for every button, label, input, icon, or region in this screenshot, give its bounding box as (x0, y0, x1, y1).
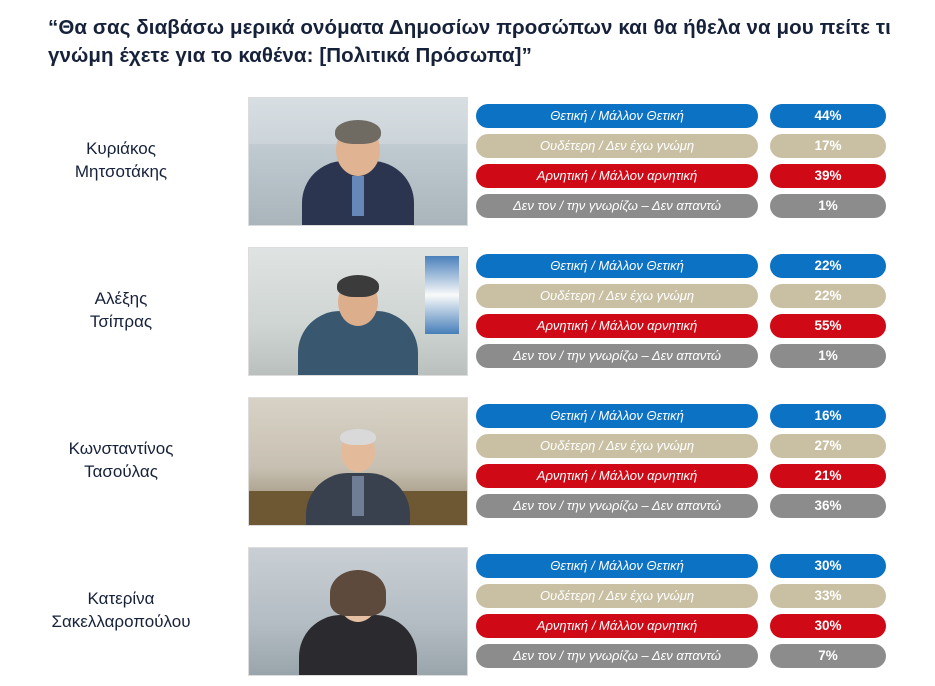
bar-value-dont-know: 1% (770, 344, 886, 368)
photo-alexis-tsipras (248, 247, 468, 376)
photo-konstantinos-tasoulas (248, 397, 468, 526)
bars-group (476, 554, 935, 668)
table-row (0, 386, 935, 536)
bar-label-negative: Αρνητική / Μάλλον αρνητική (476, 314, 758, 338)
photo-hair (337, 275, 379, 297)
bar-label-positive: Θετική / Μάλλον Θετική (476, 104, 758, 128)
person-photo-cell (248, 97, 476, 226)
bar-line (476, 404, 886, 428)
table-row (0, 86, 935, 236)
bars-group (476, 104, 935, 218)
person-name (0, 138, 248, 184)
bar-value-dont-know: 36% (770, 494, 886, 518)
bar-label-neutral: Ουδέτερη / Δεν έχω γνώμη (476, 284, 758, 308)
bar-label-positive: Θετική / Μάλλον Θετική (476, 254, 758, 278)
bar-label-dont-know: Δεν τον / την γνωρίζω – Δεν απαντώ (476, 494, 758, 518)
photo-jacket (299, 615, 417, 676)
bars-group (476, 254, 935, 368)
bar-value-neutral: 27% (770, 434, 886, 458)
bar-value-negative: 30% (770, 614, 886, 638)
bar-line (476, 434, 886, 458)
bar-line (476, 584, 886, 608)
bar-line (476, 554, 886, 578)
bar-line (476, 344, 886, 368)
bar-line (476, 134, 886, 158)
bar-line (476, 494, 886, 518)
bar-label-negative: Αρνητική / Μάλλον αρνητική (476, 464, 758, 488)
bar-label-dont-know: Δεν τον / την γνωρίζω – Δεν απαντώ (476, 344, 758, 368)
bar-value-negative: 21% (770, 464, 886, 488)
bar-value-positive: 30% (770, 554, 886, 578)
photo-tie (352, 176, 364, 216)
person-name-line1: Κυριάκος (86, 139, 156, 159)
bar-label-negative: Αρνητική / Μάλλον αρνητική (476, 614, 758, 638)
bars-group (476, 404, 935, 518)
person-photo-cell (248, 397, 476, 526)
photo-katerina-sakellaropoulou (248, 547, 468, 676)
bar-value-dont-know: 1% (770, 194, 886, 218)
photo-kyriakos-mitsotakis (248, 97, 468, 226)
bar-value-neutral: 22% (770, 284, 886, 308)
bar-line (476, 164, 886, 188)
bar-line (476, 194, 886, 218)
table-row (0, 536, 935, 686)
bar-label-positive: Θετική / Μάλλον Θετική (476, 554, 758, 578)
bar-value-positive: 16% (770, 404, 886, 428)
bar-label-neutral: Ουδέτερη / Δεν έχω γνώμη (476, 134, 758, 158)
bar-value-negative: 39% (770, 164, 886, 188)
bar-label-dont-know: Δεν τον / την γνωρίζω – Δεν απαντώ (476, 644, 758, 668)
bar-value-negative: 55% (770, 314, 886, 338)
person-name (0, 588, 248, 634)
bar-line (476, 314, 886, 338)
photo-tie (352, 476, 364, 516)
bar-value-positive: 22% (770, 254, 886, 278)
bar-label-negative: Αρνητική / Μάλλον αρνητική (476, 164, 758, 188)
person-name-line1: Αλέξης (94, 289, 148, 309)
person-name-line1: Κατερίνα (87, 589, 155, 609)
person-photo-cell (248, 547, 476, 676)
person-name (0, 438, 248, 484)
bar-line (476, 614, 886, 638)
bar-value-neutral: 33% (770, 584, 886, 608)
person-photo-cell (248, 247, 476, 376)
photo-flag (425, 256, 459, 334)
bar-line (476, 104, 886, 128)
person-name-line2: Τασούλας (84, 462, 158, 481)
bar-value-neutral: 17% (770, 134, 886, 158)
person-name-line2: Σακελλαροπούλου (51, 612, 191, 631)
bar-line (476, 464, 886, 488)
person-name-line1: Κωνσταντίνος (68, 439, 174, 459)
bar-label-neutral: Ουδέτερη / Δεν έχω γνώμη (476, 434, 758, 458)
page-title: “Θα σας διαβάσω μερικά ονόματα Δημοσίων προσώπων και θα ήθελα να μου πείτε τι γνώμη έχετε για το καθένα: [Πολιτικά Πρόσωπα]” (48, 16, 891, 68)
bar-line (476, 284, 886, 308)
chart-rows (0, 86, 935, 686)
bar-value-dont-know: 7% (770, 644, 886, 668)
bar-label-neutral: Ουδέτερη / Δεν έχω γνώμη (476, 584, 758, 608)
bar-line (476, 644, 886, 668)
person-name-line2: Μητσοτάκης (74, 162, 168, 181)
bar-value-positive: 44% (770, 104, 886, 128)
bar-line (476, 254, 886, 278)
photo-hair (330, 570, 386, 616)
bar-label-dont-know: Δεν τον / την γνωρίζω – Δεν απαντώ (476, 194, 758, 218)
person-name (0, 288, 248, 334)
bar-label-positive: Θετική / Μάλλον Θετική (476, 404, 758, 428)
table-row (0, 236, 935, 386)
photo-hair (340, 429, 376, 445)
photo-hair (335, 120, 381, 144)
person-name-line2: Τσίπρας (89, 312, 153, 331)
